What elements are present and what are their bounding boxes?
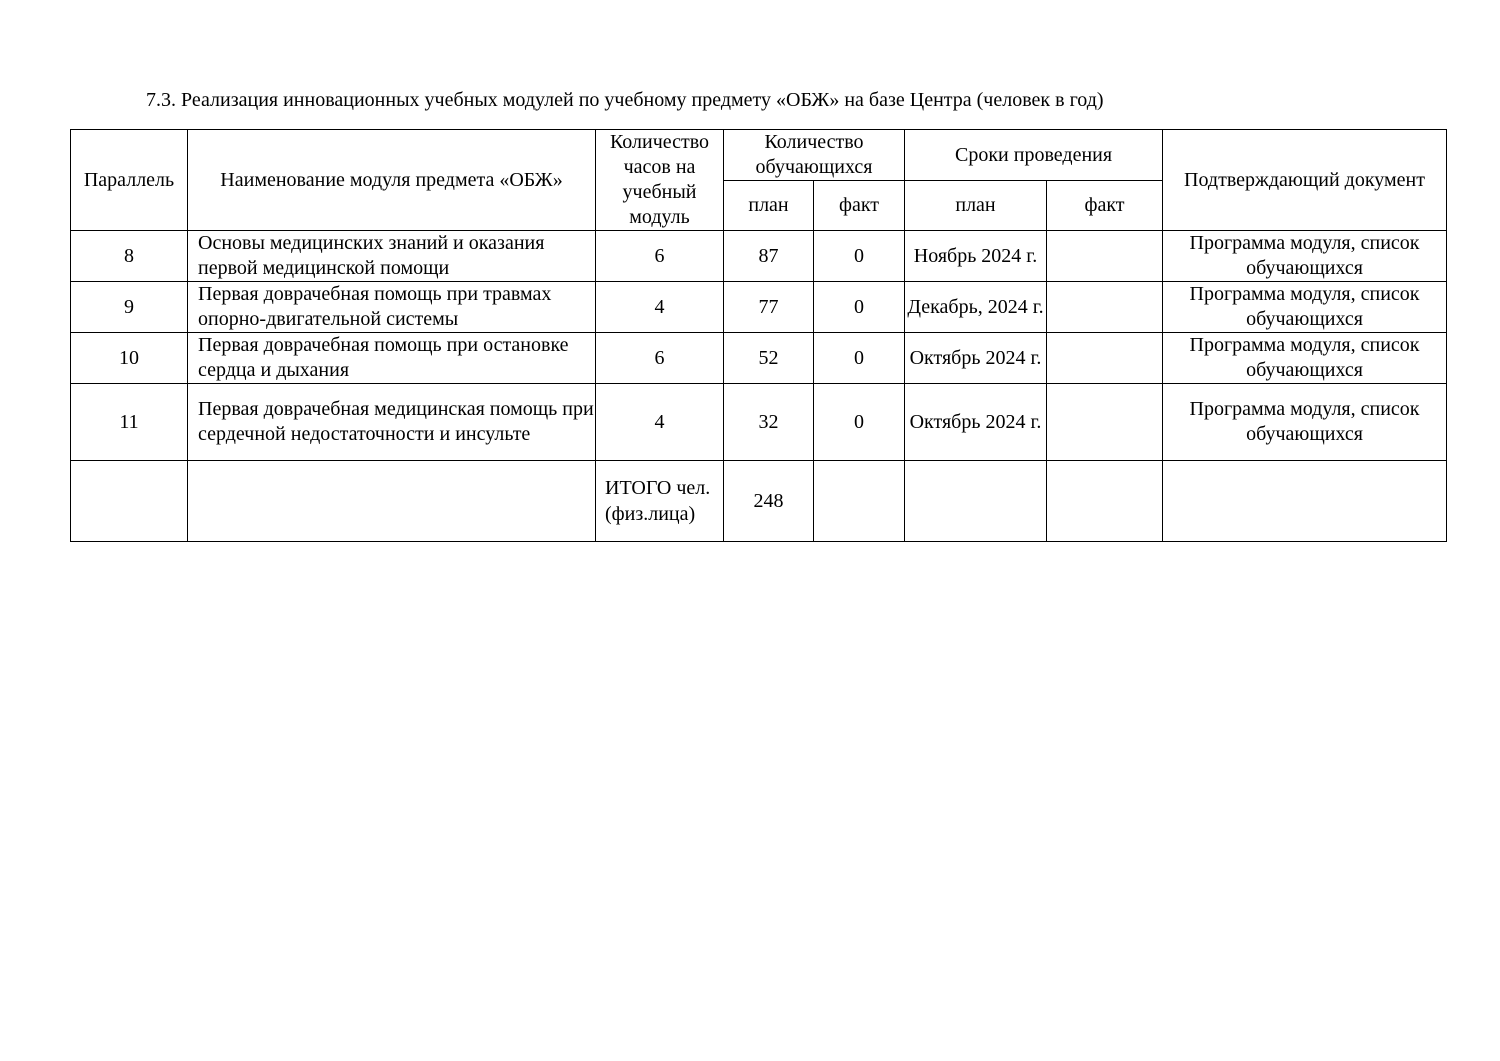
cell-date-fact: [1047, 231, 1163, 282]
cell-document: Программа модуля, список обучающихся: [1163, 231, 1447, 282]
cell-hours: 6: [596, 231, 724, 282]
cell-students-fact: 0: [814, 231, 905, 282]
cell-date-plan: Октябрь 2024 г.: [905, 384, 1047, 461]
cell-date-fact: [1047, 384, 1163, 461]
header-module-name: Наименование модуля предмета «ОБЖ»: [188, 130, 596, 231]
header-dates: Сроки проведения: [905, 130, 1163, 181]
cell-parallel: 8: [71, 231, 188, 282]
header-students-plan: план: [724, 181, 814, 231]
cell-date-plan: Ноябрь 2024 г.: [905, 231, 1047, 282]
cell-students-fact: 0: [814, 384, 905, 461]
total-empty-cell: [71, 461, 188, 542]
cell-date-fact: [1047, 333, 1163, 384]
cell-parallel: 10: [71, 333, 188, 384]
header-row: [71, 130, 1447, 181]
cell-document: Программа модуля, список обучающихся: [1163, 333, 1447, 384]
cell-hours: 4: [596, 282, 724, 333]
cell-students-fact: 0: [814, 333, 905, 384]
cell-module: Основы медицинских знаний и оказания первой медицинской помощи: [188, 231, 596, 282]
modules-table: [70, 129, 1447, 542]
table-row: [71, 231, 1447, 282]
cell-students-plan: 52: [724, 333, 814, 384]
cell-module: Первая доврачебная помощь при травмах опорно-двигательной системы: [188, 282, 596, 333]
cell-students-plan: 87: [724, 231, 814, 282]
cell-students-plan: 32: [724, 384, 814, 461]
total-empty-cell: [1047, 461, 1163, 542]
total-empty-cell: [188, 461, 596, 542]
cell-date-fact: [1047, 282, 1163, 333]
header-document: Подтверждающий документ: [1163, 130, 1447, 231]
cell-parallel: 9: [71, 282, 188, 333]
cell-students-plan: 77: [724, 282, 814, 333]
total-empty-cell: [905, 461, 1047, 542]
total-empty-cell: [1163, 461, 1447, 542]
cell-document: Программа модуля, список обучающихся: [1163, 384, 1447, 461]
total-empty-cell: [814, 461, 905, 542]
header-parallel: Параллель: [71, 130, 188, 231]
cell-document: Программа модуля, список обучающихся: [1163, 282, 1447, 333]
cell-date-plan: Октябрь 2024 г.: [905, 333, 1047, 384]
page-heading: 7.3. Реализация инновационных учебных модулей по учебному предмету «ОБЖ» на базе Центра (человек в год): [146, 89, 1104, 111]
header-students-fact: факт: [814, 181, 905, 231]
cell-module: Первая доврачебная помощь при остановке сердца и дыхания: [188, 333, 596, 384]
header-students: Количество обучающихся: [724, 130, 905, 181]
total-label: ИТОГО чел. (физ.лица): [596, 461, 724, 542]
table-row: [71, 282, 1447, 333]
cell-module: Первая доврачебная медицинская помощь при сердечной недостаточности и инсульте: [188, 384, 596, 461]
header-hours: Количество часов на учебный модуль: [596, 130, 724, 231]
table-row: [71, 333, 1447, 384]
table-row: [71, 384, 1447, 461]
cell-students-fact: 0: [814, 282, 905, 333]
cell-date-plan: Декабрь, 2024 г.: [905, 282, 1047, 333]
cell-parallel: 11: [71, 384, 188, 461]
header-dates-plan: план: [905, 181, 1047, 231]
cell-hours: 4: [596, 384, 724, 461]
cell-hours: 6: [596, 333, 724, 384]
total-value: 248: [724, 461, 814, 542]
header-dates-fact: факт: [1047, 181, 1163, 231]
total-row: [71, 461, 1447, 542]
